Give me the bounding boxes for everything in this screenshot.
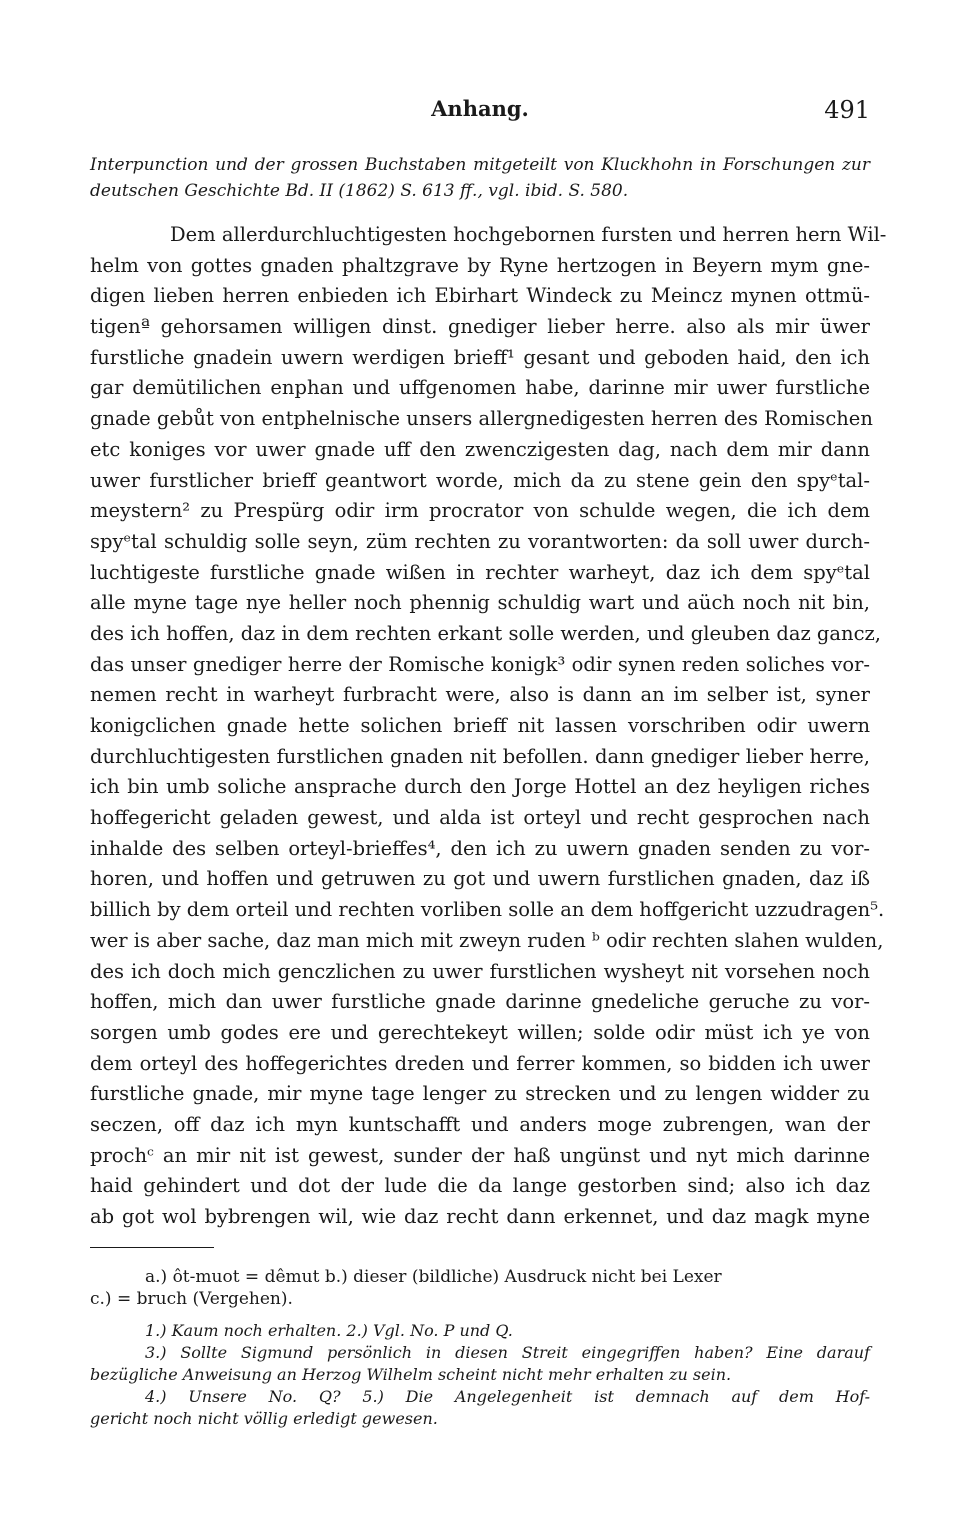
body-line: tigenª gehorsamen willigen dinst. gnediger lieber herre. also als mir üwer xyxy=(90,315,870,339)
body-line: helm von gottes gnaden phaltzgrave by Ryne hertzogen in Beyern mym gne- xyxy=(90,253,870,277)
body-line: luchtigeste furstliche gnade wißen in rechter warheyt, daz ich dem spyᵉtal xyxy=(90,560,870,584)
body-line: hoffegericht geladen gewest, und alda ist orteyl und recht gesprochen nach xyxy=(90,806,870,830)
body-line: inhalde des selben orteyl-brieffes⁴, den ich zu uwern gnaden senden zu vor- xyxy=(90,836,870,860)
letter-body xyxy=(90,220,887,1233)
body-line: etc koniges vor uwer gnade uff den zwenczigesten dag, nach dem mir dann xyxy=(90,437,870,461)
body-line: wer is aber sache, daz man mich mit zweyn ruden ᵇ odir rechten slahen wulden, xyxy=(90,928,884,952)
footnote: 1.) Kaum noch erhalten. 2.) Vgl. No. P und Q. xyxy=(145,1321,513,1340)
body-line: digen lieben herren enbieden ich Ebirhart Windeck zu Meincz mynen ottmü- xyxy=(90,284,870,308)
body-line: nemen recht in warheyt furbracht were, also is dann an im selber ist, syner xyxy=(90,683,870,707)
footnote-rule xyxy=(90,1247,214,1248)
body-line: das unser gnediger herre der Romische konigk³ odir synen reden soliches vor- xyxy=(90,652,870,676)
body-line: dem orteyl des hoffegerichtes dreden und ferrer kommen, so bidden ich uwer xyxy=(90,1051,870,1075)
footnote: gericht noch nicht völlig erledigt gewesen. xyxy=(90,1409,438,1428)
body-line: ich bin umb soliche ansprache durch den Jorge Hottel an dez heyligen riches xyxy=(90,775,870,799)
body-line: des ich hoffen, daz in dem rechten erkant solle werden, und gleuben daz gancz, xyxy=(90,621,881,645)
body-line: uwer furstlicher brieff geantwort worde, mich da zu stene gein den spyᵉtal- xyxy=(90,468,870,492)
footnote: bezügliche Anweisung an Herzog Wilhelm scheint nicht mehr erhalten zu sein. xyxy=(90,1365,732,1384)
editorial-note: a.) ôt-muot = dêmut b.) dieser (bildliche) Ausdruck nicht bei Lexer xyxy=(145,1267,722,1287)
body-line: alle myne tage nye heller noch phennig schuldig wart und aüch noch nit bin, xyxy=(90,591,870,615)
body-line: horen, und hoffen und getruwen zu got und uwern furstlichen gnaden, daz iß xyxy=(90,867,870,891)
footnote: 4.) Unsere No. Q? 5.) Die Angelegenheit ist demnach auf dem Hof- xyxy=(145,1387,870,1406)
body-line: ab got wol bybrengen wil, wie daz recht dann erkennet, und daz magk myne xyxy=(90,1205,870,1228)
running-header xyxy=(90,96,870,126)
body-line: durchluchtigesten furstlichen gnaden nit befollen. dann gnediger lieber herre, xyxy=(90,744,870,768)
body-line: Dem allerdurchluchtigesten hochgebornen fursten und herren hern Wil- xyxy=(170,223,887,246)
body-line: sorgen umb godes ere und gerechtekeyt willen; solde odir müst ich ye von xyxy=(90,1020,870,1044)
body-line: gar demütilichen enphan und uffgenomen habe, darinne mir uwer furstliche xyxy=(90,376,870,400)
body-line: seczen, off daz ich myn kuntschafft und anders moge zubrengen, wan der xyxy=(90,1112,870,1136)
body-line: meystern² zu Prespürg odir irm procrator von schulde wegen, die ich dem xyxy=(90,499,870,523)
footnote: 3.) Sollte Sigmund persönlich in diesen Streit eingegriffen haben? Eine darauf xyxy=(145,1343,870,1362)
header-title: Anhang. xyxy=(431,96,529,121)
body-line: prochᶜ an mir nit ist gewest, sunder der haß ungünst und nyt mich darinne xyxy=(90,1143,870,1167)
body-line: furstliche gnadein uwern werdigen brieff¹ gesant und geboden haid, den ich xyxy=(90,345,870,369)
body-line: des ich doch mich genczlichen zu uwer furstlichen wysheyt nit vorsehen noch xyxy=(90,959,870,983)
body-line: spyᵉtal schuldig solle seyn, züm rechten zu vorantworten: da soll uwer durch- xyxy=(90,529,870,553)
body-line: hoffen, mich dan uwer furstliche gnade darinne gnedeliche geruche zu vor- xyxy=(90,990,870,1014)
source-note: Interpunction und der grossen Buchstaben mitgeteilt von Kluckhohn in Forschungen zur deutschen Geschichte Bd. II (1862) S. 613 ff., vgl. ibid. S. 580. xyxy=(90,155,870,201)
page-number: 491 xyxy=(824,96,870,124)
body-line: billich by dem orteil und rechten vorliben solle an dem hoffgericht uzzudragen⁵. xyxy=(90,898,885,922)
editorial-notes xyxy=(90,1266,870,1310)
body-line: haid gehindert und dot der lude die da lange gestorben sind; also ich daz xyxy=(90,1174,870,1198)
body-line: furstliche gnade, mir myne tage lenger zu strecken und zu lengen widder zu xyxy=(90,1082,870,1106)
body-line: konigclichen gnade hette solichen brieff nit lassen vorschriben odir uwern xyxy=(90,714,870,737)
editorial-note: c.) = bruch (Vergehen). xyxy=(90,1289,293,1309)
footnotes xyxy=(90,1320,870,1430)
body-line: gnade gebůt von entphelnische unsers allergnedigesten herren des Romischen xyxy=(90,407,873,431)
